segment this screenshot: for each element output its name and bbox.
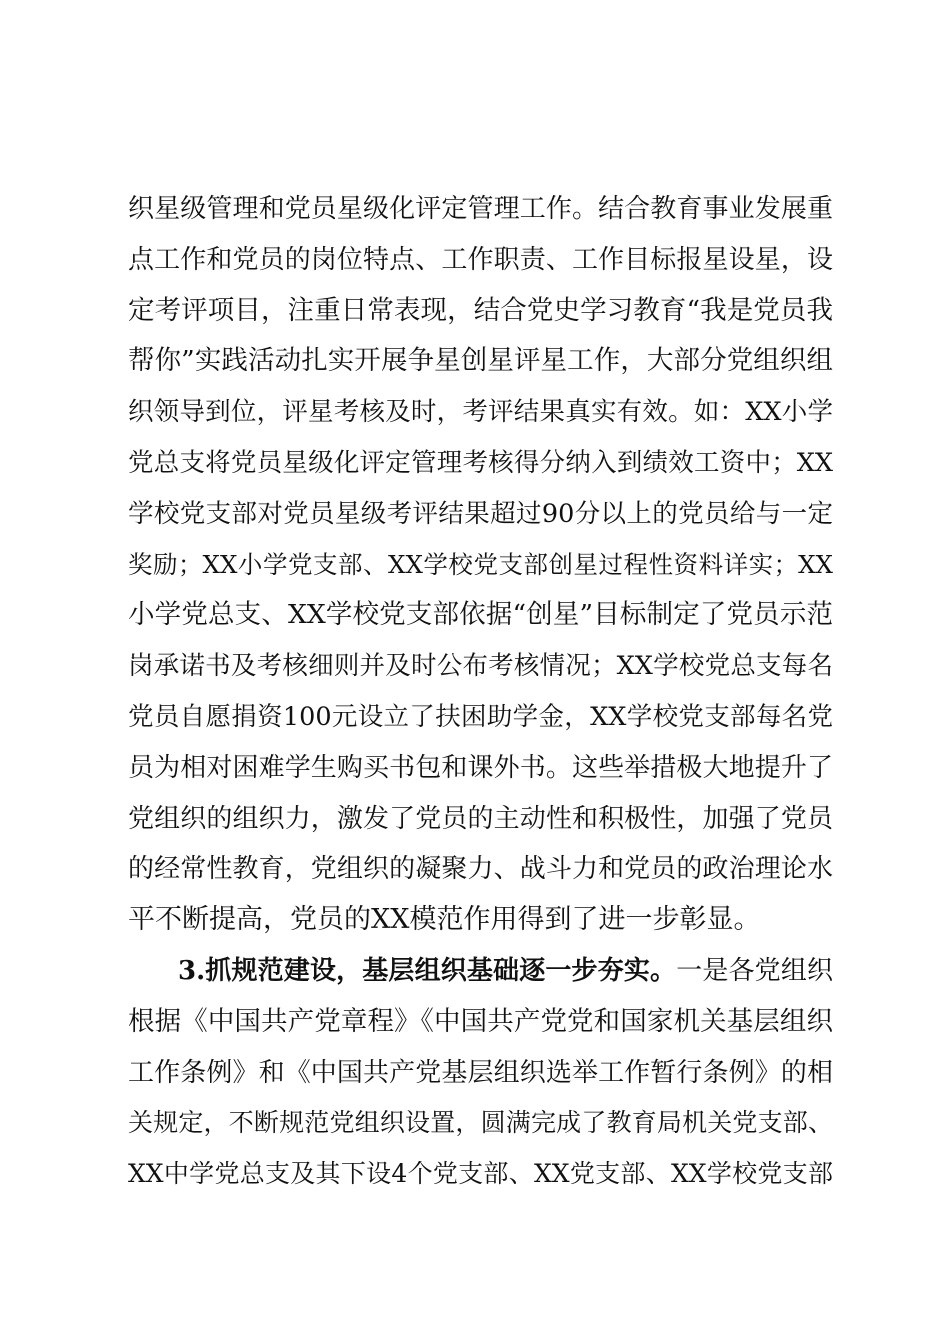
text-line: 学校党支部对党员星级考评结果超过90分以上的党员给与一定 <box>128 498 833 529</box>
text-line: 岗承诺书及考核细则并及时公布考核情况；XX学校党总支每名 <box>128 651 833 682</box>
text-line: 织星级管理和党员星级化评定管理工作。结合教育事业发展重 <box>128 194 833 224</box>
section-3-heading: 3.抓规范建设，基层组织基础逐一步夯实。 <box>178 955 677 986</box>
text-line: 定考评项目，注重日常表现，结合党史学习教育“我是党员我 <box>128 294 833 326</box>
section-3-first-line <box>128 946 833 997</box>
section-3-first-line-rest: 一是各党组织 <box>676 955 833 986</box>
text-line: 党组织的组织力，激发了党员的主动性和积极性，加强了党员 <box>128 803 833 834</box>
text-line: 的经常性教育，党组织的凝聚力、战斗力和党员的政治理论水 <box>128 854 833 885</box>
text-line: 奖励；XX小学党支部、XX学校党支部创星过程性资料详实；XX <box>128 549 833 579</box>
text-line: 织领导到位，评星考核及时，考评结果真实有效。如：XX小学 <box>128 397 833 428</box>
text-line: 关规定，不断规范党组织设置，圆满完成了教育局机关党支部、 <box>128 1108 833 1138</box>
text-line: 工作条例》和《中国共产党基层组织选举工作暂行条例》的相 <box>128 1057 833 1088</box>
text-line: 点工作和党员的岗位特点、工作职责、工作目标报星设星，设 <box>128 244 833 275</box>
text-line: 平不断提高，党员的XX模范作用得到了进一步彰显。 <box>128 904 761 936</box>
text-line: 小学党总支、XX学校党支部依据“创星”目标制定了党员示范 <box>128 599 833 631</box>
text-line: 根据《中国共产党章程》《中国共产党党和国家机关基层组织 <box>128 1005 833 1037</box>
text-line: 帮你”实践活动扎实开展争星创星评星工作，大部分党组织组 <box>128 345 833 377</box>
text-line: 党总支将党员星级化评定管理考核得分纳入到绩效工资中；XX <box>128 447 833 478</box>
body-text <box>128 184 833 1200</box>
text-line: 员为相对困难学生购买书包和课外书。这些举措极大地提升了 <box>128 752 833 783</box>
text-line: XX中学党总支及其下设4个党支部、XX党支部、XX学校党支部 <box>128 1159 833 1189</box>
text-line: 党员自愿捐资100元设立了扶困助学金，XX学校党支部每名党 <box>128 701 833 732</box>
